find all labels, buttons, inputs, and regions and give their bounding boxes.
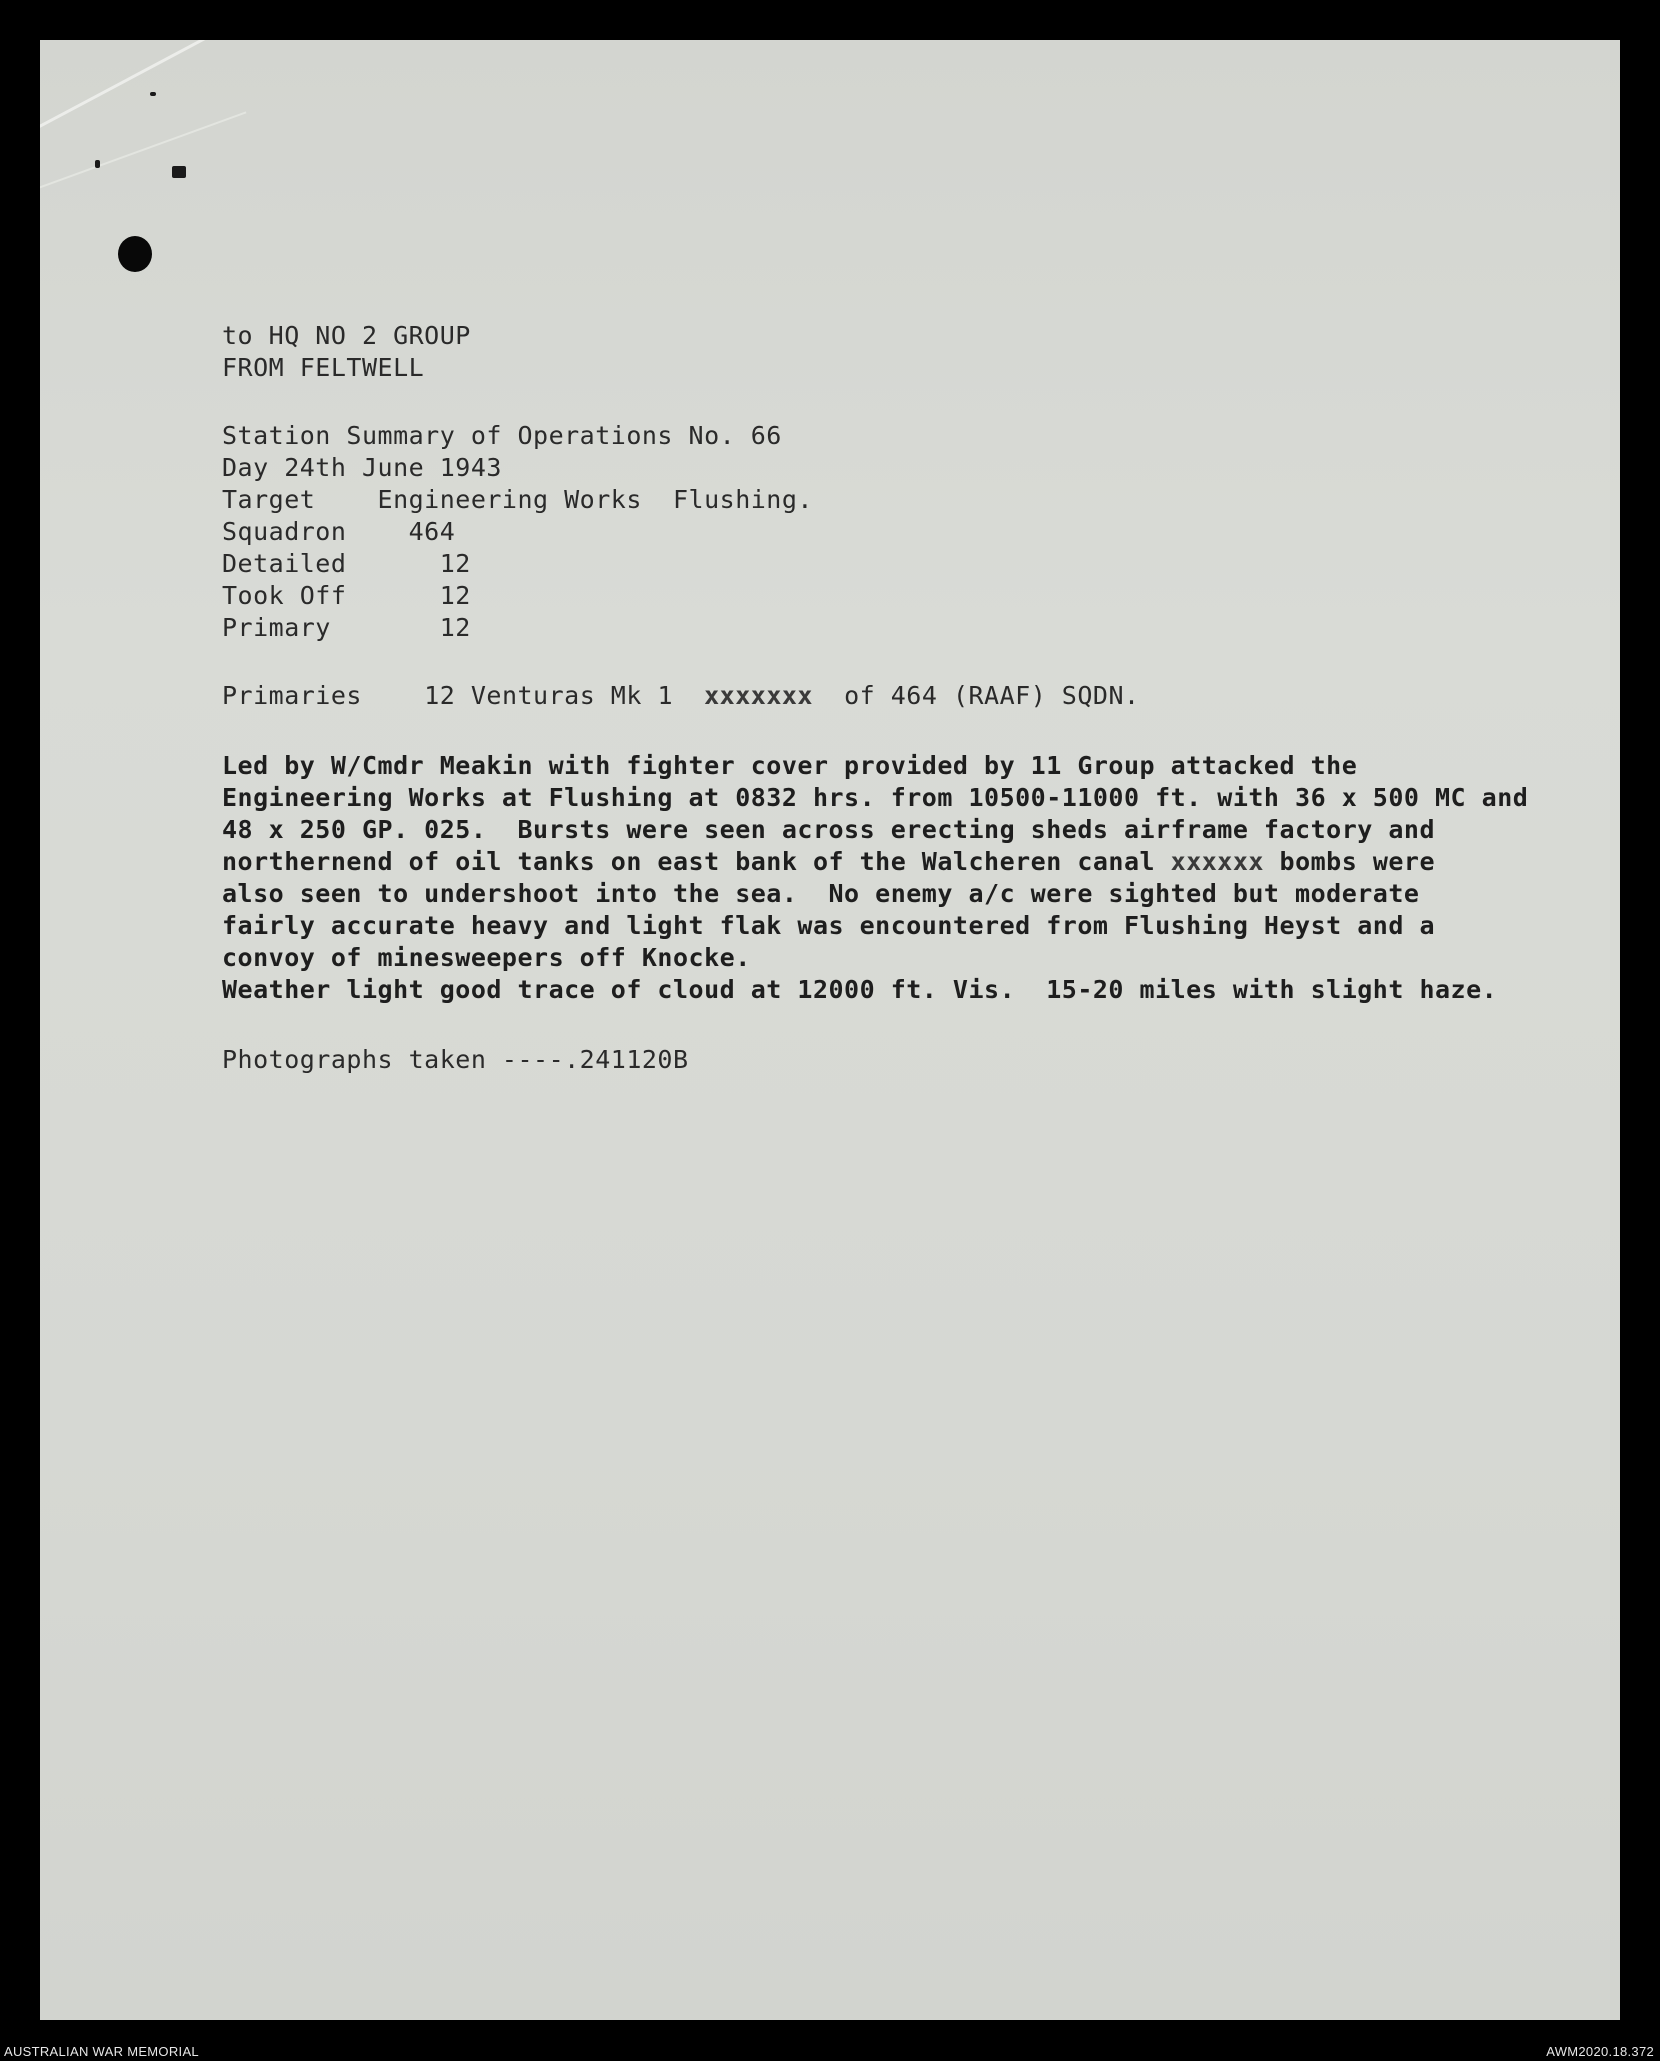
- narrative-line-2: Engineering Works at Flushing at 0832 hrs. from 10500-11000 ft. with 36 x 500 MC and: [222, 783, 1529, 812]
- paper-crease-secondary: [40, 111, 246, 192]
- summary-squadron: Squadron 464: [222, 517, 456, 546]
- primaries-squadron: of 464 (RAAF) SQDN.: [844, 681, 1140, 710]
- primaries-line: [222, 680, 1140, 712]
- summary-primary: Primary 12: [222, 613, 471, 642]
- footer-left: AUSTRALIAN WAR MEMORIAL: [4, 2044, 199, 2059]
- narrative-line-4-start: northernend of oil tanks on east bank of the Walcheren canal: [222, 847, 1156, 876]
- narrative-line-4: [222, 846, 1435, 878]
- punch-hole: [118, 236, 152, 272]
- sender-line: FROM FELTWELL: [222, 353, 425, 382]
- summary-detailed: Detailed 12: [222, 549, 471, 578]
- narrative-line-7: convoy of minesweepers off Knocke.: [222, 943, 751, 972]
- footer-right: AWM2020.18.372: [1546, 2044, 1654, 2059]
- narrative-line-4-end: bombs were: [1279, 847, 1436, 876]
- recipient-line: to HQ NO 2 GROUP: [222, 321, 471, 350]
- narrative-line-3: 48 x 250 GP. 025. Bursts were seen across erecting sheds airframe factory and: [222, 815, 1435, 844]
- summary-target: Target Engineering Works Flushing.: [222, 485, 813, 514]
- struck-out-text: xxxxxx: [1170, 847, 1264, 876]
- paper-sheet: [40, 40, 1620, 2020]
- narrative-line-5: also seen to undershoot into the sea. No enemy a/c were sighted but moderate: [222, 879, 1420, 908]
- ink-speck: [150, 92, 156, 96]
- summary-title: Station Summary of Operations No. 66: [222, 421, 782, 450]
- primaries-label: Primaries: [222, 681, 362, 710]
- struck-out-text: xxxxxxx: [704, 681, 813, 710]
- ink-speck: [172, 166, 186, 178]
- narrative-line-8: Weather light good trace of cloud at 12000 ft. Vis. 15-20 miles with slight haze.: [222, 975, 1498, 1004]
- summary-took-off: Took Off 12: [222, 581, 471, 610]
- photographs-line: Photographs taken ----.241120B: [222, 1045, 689, 1074]
- narrative-line-1: Led by W/Cmdr Meakin with fighter cover provided by 11 Group attacked the: [222, 751, 1358, 780]
- summary-day: Day 24th June 1943: [222, 453, 502, 482]
- ink-speck: [95, 160, 100, 168]
- narrative-line-6: fairly accurate heavy and light flak was encountered from Flushing Heyst and a: [222, 911, 1435, 940]
- primaries-value: 12 Venturas Mk 1: [424, 681, 674, 710]
